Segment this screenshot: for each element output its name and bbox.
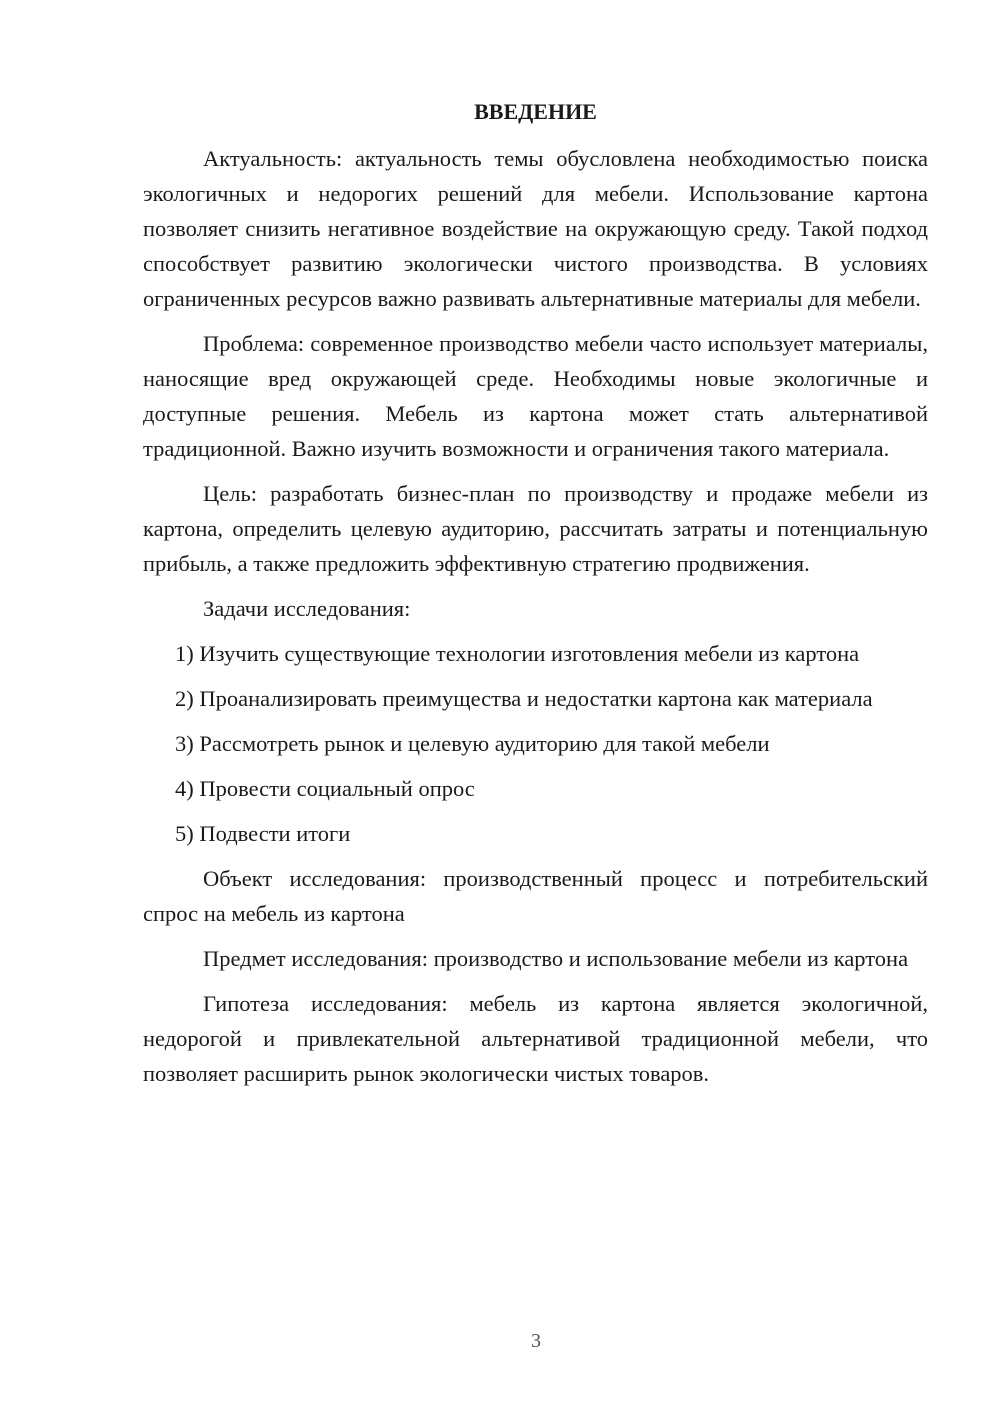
task-item-4: 4) Провести социальный опрос [175, 776, 475, 801]
page-title: ВВЕДЕНИЕ [474, 99, 597, 124]
task-item-1: 1) Изучить существующие технологии изготовления мебели из картона [175, 641, 860, 666]
paragraph-object: Объект исследования: производственный процесс и потребительский спрос на мебель из картона [143, 866, 928, 926]
paragraph-goal: Цель: разработать бизнес-план по производству и продаже мебели из картона, определить целевую аудиторию, рассчитать затраты и потенциальную прибыль, а также предложить эффективную стратегию продвижения. [143, 481, 928, 576]
paragraph-relevance: Актуальность: актуальность темы обусловлена необходимостью поиска экологичных и недорогих решений для мебели. Использование картона позволяет снизить негативное воздействие на окружающую среду. Такой подход способствует развитию экологически чистого производства. В условиях ограниченных ресурсов важно развивать альтернативные материалы для мебели. [143, 146, 928, 311]
page-number: 3 [531, 1330, 541, 1352]
task-item-5: 5) Подвести итоги [175, 821, 351, 846]
task-item-2: 2) Проанализировать преимущества и недостатки картона как материала [175, 686, 873, 711]
task-item-3: 3) Рассмотреть рынок и целевую аудиторию для такой мебели [175, 731, 770, 756]
tasks-heading: Задачи исследования: [203, 596, 411, 621]
page-body [143, 94, 928, 1101]
paragraph-subject: Предмет исследования: производство и использование мебели из картона [203, 946, 909, 971]
paragraph-hypothesis: Гипотеза исследования: мебель из картона является экологичной, недорогой и привлекательной альтернативой традиционной мебели, что позволяет расширить рынок экологически чистых товаров. [143, 991, 928, 1086]
paragraph-problem: Проблема: современное производство мебели часто использует материалы, наносящие вред окружающей среде. Необходимы новые экологичные и доступные решения. Мебель из картона может стать альтернативой традиционной. Важно изучить возможности и ограничения такого материала. [143, 331, 928, 461]
